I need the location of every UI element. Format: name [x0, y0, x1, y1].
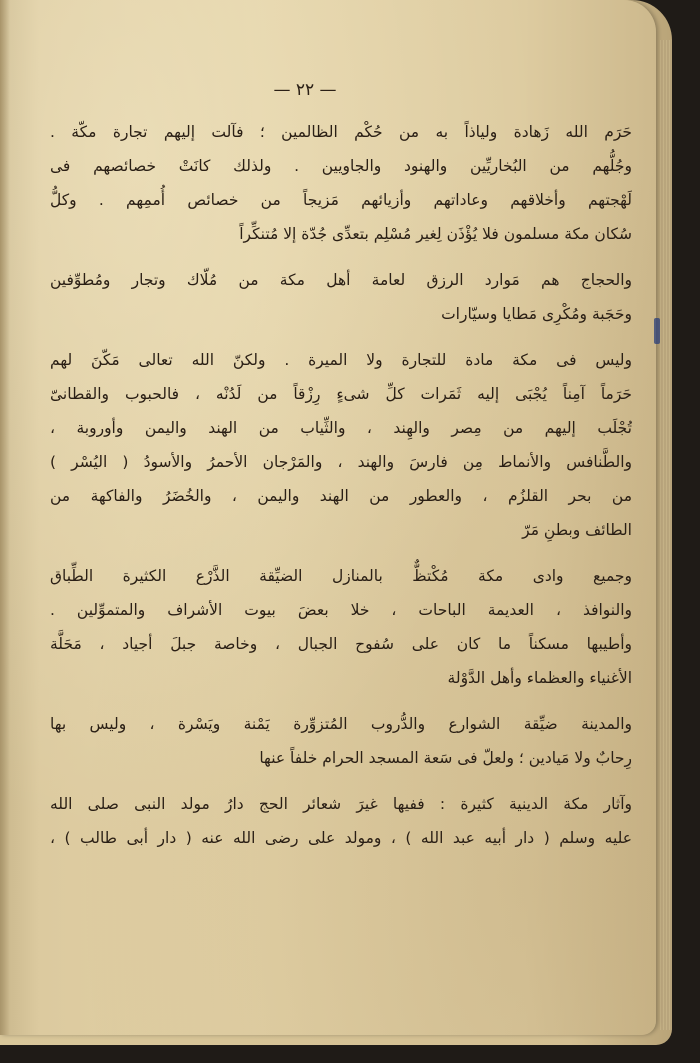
text-line: حَرَماً آمِناً يُجْبَى إليه ثَمَرات كلِّ شىءٍ رِزْقاً من لَدُنْه ، فالحبوب والقطانىّ: [50, 385, 632, 403]
text-line: الأغنياء والعظماء وأهل الدَّوْلة: [447, 669, 632, 687]
text-line: وأطيبها مسكناً ما كان على سُفوح الجبال ، وخاصة جبلَ أجياد ، مَحَلَّة: [50, 635, 632, 653]
paragraph: [50, 559, 632, 695]
paragraph: [50, 787, 632, 855]
paragraph: [50, 707, 632, 775]
text-line: لَهْجتهم وأخلاقهم وعاداتهم وأزيائهم مَزيجاً من خصائص أُممِهم . وكلُّ: [50, 191, 632, 209]
text-line: والنوافذ ، العديمة الباحات ، خلا بعضَ بيوت الأشراف والمتموِّلين .: [50, 601, 632, 619]
page-number: — ٢٢ —: [273, 80, 337, 100]
body-text: [50, 115, 632, 855]
paragraph: [50, 343, 632, 547]
text-line: الطائف وبطنِ مَرّ: [522, 521, 632, 539]
text-line: من بحر القلزُم ، والعطور من الهند واليمن ، والخُضَرُ والفاكهة من: [50, 487, 632, 505]
text-line: حَرَم الله زَهادة ولياذاً به من حُكْم الظالمين ؛ فآلت إليهم تجارة مكّة .: [50, 123, 632, 141]
text-line: والطَّنافس والأنماط مِن فارسَ والهند ، والمَرْجان الأحمرُ والأسودُ ( اليُسْر ): [50, 453, 632, 471]
text-line: وجميع وادى مكة مُكْتظٌّ بالمنازل الضيِّقة الذَّرْع الكثيرة الطِّباق: [50, 567, 632, 585]
text-line: سُكان مكة مسلمون فلا يُؤْذَن لِغير مُسْلِم بتعدِّى جُدّة إلا مُتنكِّراً: [239, 225, 632, 243]
text-line: وآثار مكة الدينية كثيرة : ففيها غيرَ شعائر الحج دارُ مولد النبى صلى الله: [50, 795, 632, 813]
text-line: تُجْلَب إليهم من مِصر والهِند ، والثِّياب من الهند واليمن وأوروبة ،: [50, 419, 632, 437]
text-line: وحَجَبة ومُكْرِى مَطايا وسيّارات: [441, 305, 632, 323]
paragraph: [50, 263, 632, 331]
text-line: وليس فى مكة مادة للتجارة ولا الميرة . ولكنّ الله تعالى مَكّنَ لهم: [50, 351, 632, 369]
text-line: عليه وسلم ( دار أبيه عبد الله ) ، ومولد على رضى الله عنه ( دار أبى طالب ) ،: [50, 829, 632, 847]
paragraph: [50, 115, 632, 251]
text-line: رِحابٌ ولا مَيادين ؛ ولعلّ فى سَعة المسجد الحرام خلفاً عنها: [259, 749, 632, 767]
text-line: والمدينة ضيِّقة الشوارع والدُّروب المُتزوِّرة يَمْنة ويَسْرة ، وليس بها: [50, 715, 632, 733]
text-line: والحجاج هم مَوارد الرزق لعامة أهل مكة من مُلّاك وتجار ومُطوِّفين: [50, 271, 632, 289]
text-line: وجُلُّهم من البُخاريِّين والهنود والجاويين . ولذلك كانَتْ خصائصهم فى: [50, 157, 632, 175]
ink-stain: [654, 318, 660, 344]
